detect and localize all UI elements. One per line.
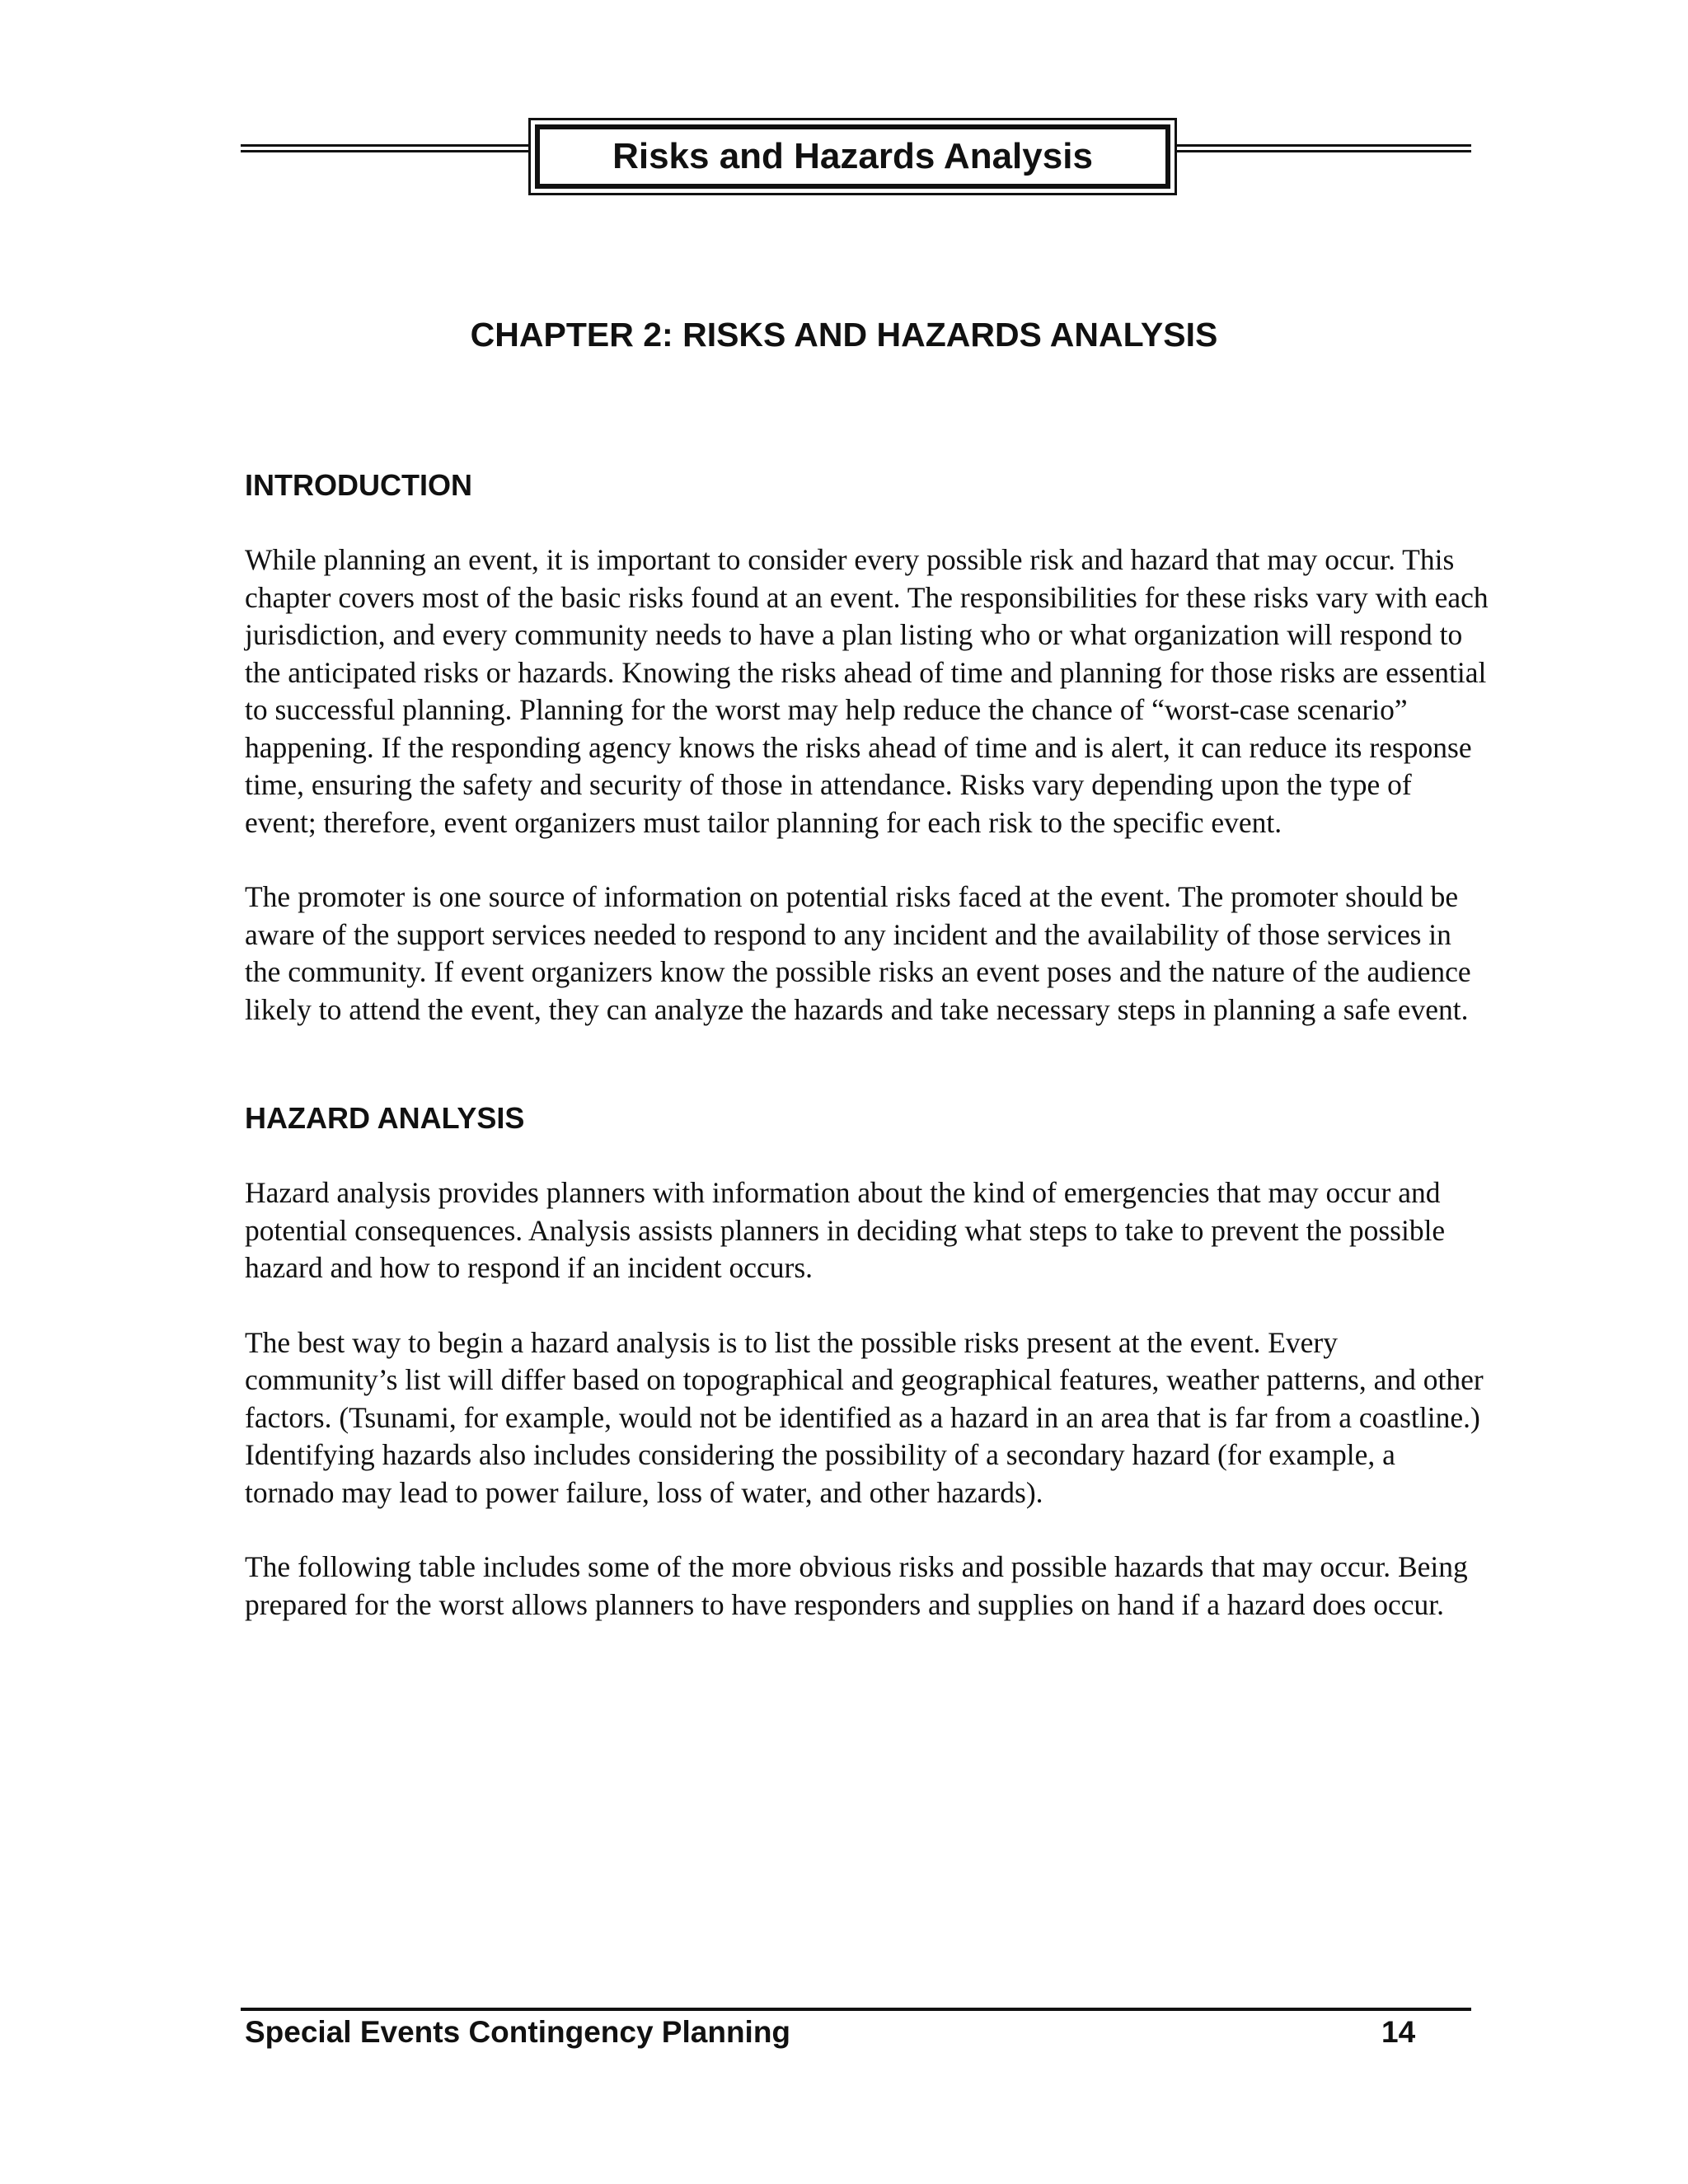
hazard-analysis-paragraph-3: The following table includes some of the more obvious risks and possible hazards that may occur. Being prepared for the worst allows planners to have responders and supplies on hand if a hazard does occur.: [245, 1550, 1468, 1621]
header-rule-left: [241, 144, 529, 152]
introduction-heading: INTRODUCTION: [245, 468, 472, 502]
footer-document-title: Special Events Contingency Planning: [245, 2015, 791, 2049]
header-rule-right: [1177, 144, 1471, 152]
page-content: [245, 467, 1489, 1661]
section-spacer: [245, 1066, 1489, 1100]
introduction-paragraph-1: While planning an event, it is important to consider every possible risk and hazard that may occur. This chapter covers most of the basic risks found at an event. The responsibilities for these risks vary with each jurisdiction, and every community needs to have a plan listing who or what organization will respond to the anticipated risks or hazards. Knowing the risks ahead of time and planning for those risks are essential to successful planning. Planning for the worst may help reduce the chance of “worst-case scenario” happening. If the responding agency knows the risks ahead of time and is alert, it can reduce its response time, ensuring the safety and security of those in attendance. Risks vary depending upon the type of event; therefore, event organizers must tailor planning for each risk to the specific event.: [245, 543, 1489, 839]
chapter-title: CHAPTER 2: RISKS AND HAZARDS ANALYSIS: [470, 316, 1218, 354]
footer-page-number: 14: [1381, 2015, 1416, 2049]
introduction-paragraph-2: The promoter is one source of information on potential risks faced at the event. The promoter should be aware of the support services needed to respond to any incident and the availability of those services in the community. If event organizers know the possible risks an event poses and the nature of the audience likely to attend the event, they can analyze the hazards and take necessary steps in planning a safe event.: [245, 880, 1471, 1026]
hazard-analysis-heading: HAZARD ANALYSIS: [245, 1101, 525, 1135]
hazard-analysis-paragraph-2: The best way to begin a hazard analysis is to list the possible risks present at the event. Every community’s list will differ based on topographical and geographical features, weather patterns, and other factors. (Tsunami, for example, would not be identified as a hazard in an area that is far from a coastline.) Identifying hazards also includes considering the possibility of a secondary hazard (for example, a tornado may lead to power failure, loss of water, and other hazards).: [245, 1325, 1484, 1509]
footer-rule: [241, 2008, 1471, 2011]
header-banner-title: Risks and Hazards Analysis: [535, 124, 1170, 189]
header-banner: [528, 118, 1177, 195]
hazard-analysis-paragraph-1: Hazard analysis provides planners with information about the kind of emergencies that may occur and potential consequences. Analysis assists planners in deciding what steps to take to prevent the possible hazard and how to respond if an incident occurs.: [245, 1176, 1446, 1284]
